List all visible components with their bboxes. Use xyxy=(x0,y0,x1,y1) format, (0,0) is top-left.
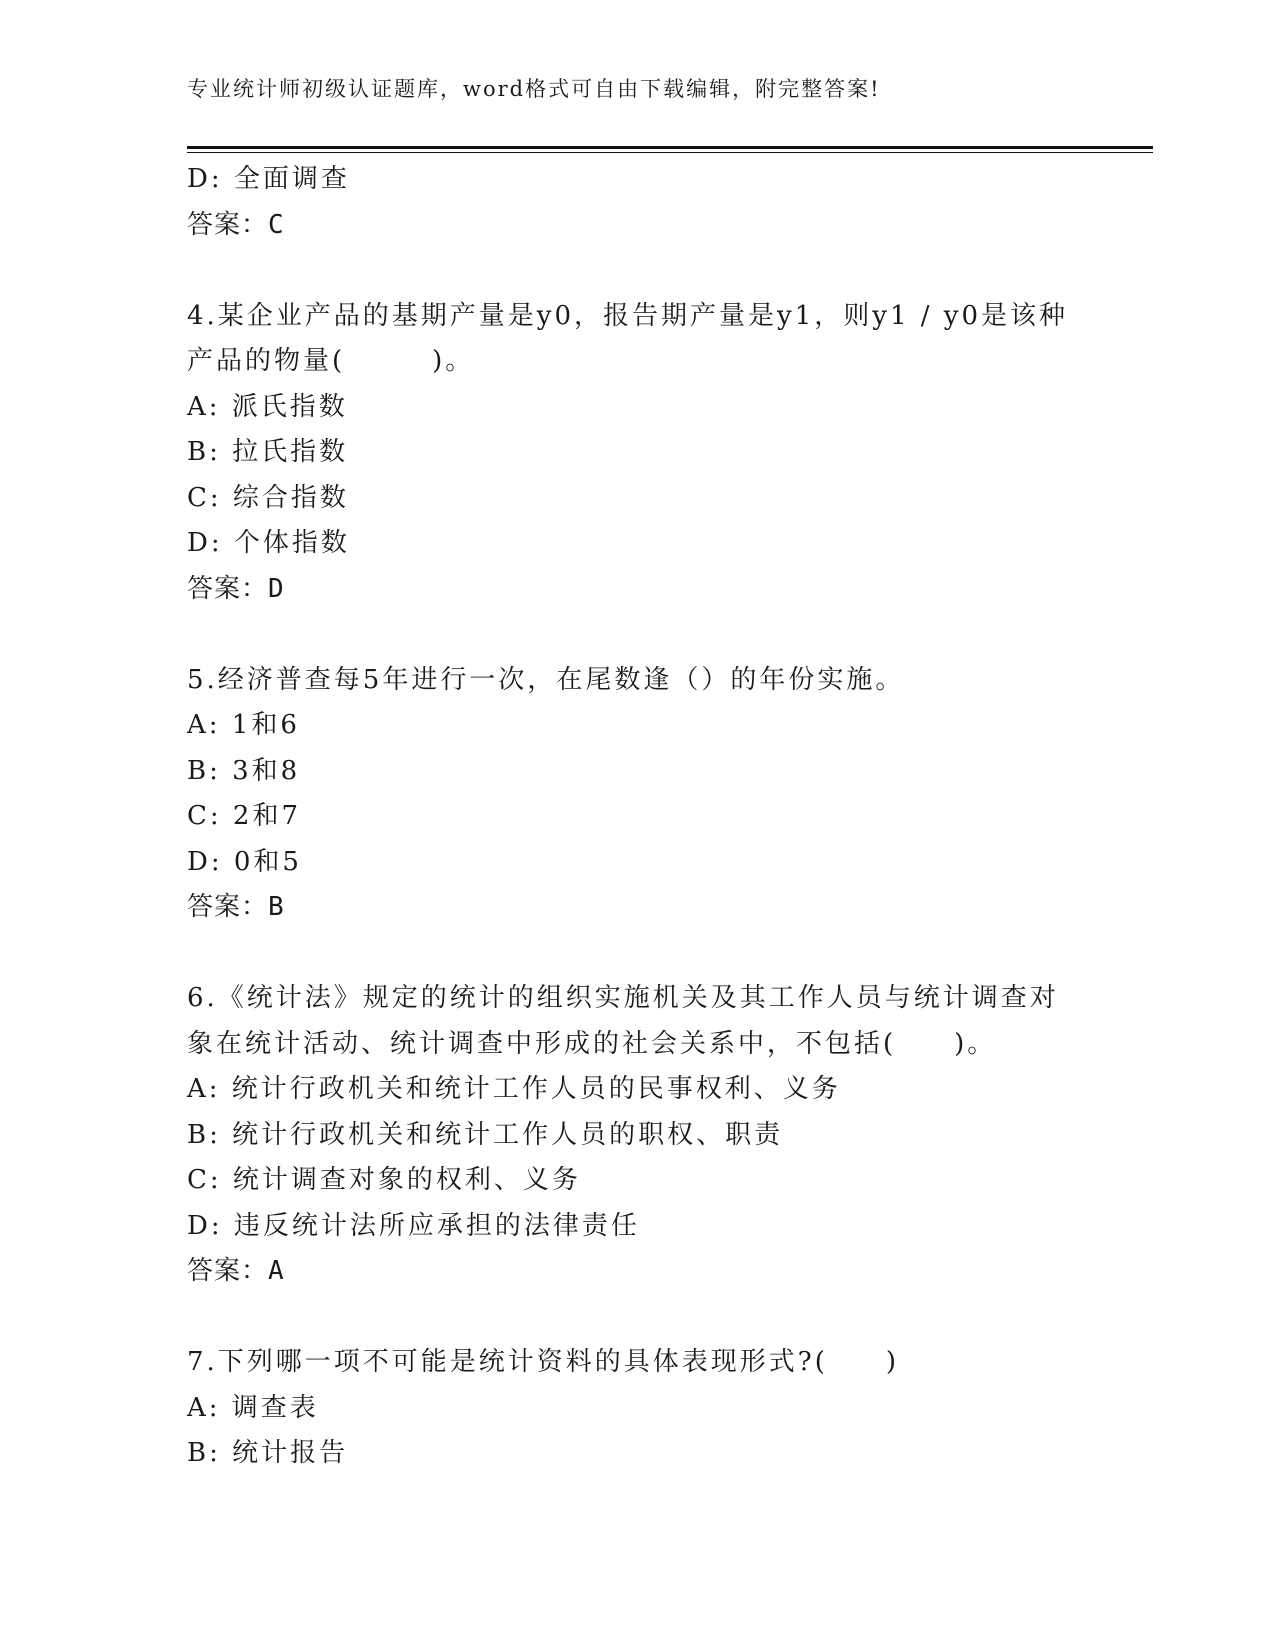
q4-option-b: B: 拉氏指数 xyxy=(187,437,349,467)
q4-answer xyxy=(187,567,1087,613)
q6-option-c: C: 统计调查对象的权利、义务 xyxy=(187,1165,581,1195)
answer-label: 答案： xyxy=(187,1256,269,1286)
answer-value: C xyxy=(268,209,285,240)
page-header: 专业统计师初级认证题库，word格式可自由下载编辑，附完整答案! xyxy=(187,77,881,101)
q5-option-c: C: 2和7 xyxy=(187,801,302,831)
q6-stem-line1: 6.《统计法》规定的统计的组织实施机关及其工作人员与统计调查对 xyxy=(187,983,1059,1013)
q5-option-a: A: 1和6 xyxy=(187,710,300,740)
answer-value: D xyxy=(268,573,285,604)
q5-stem-line1: 5.经济普查每5年进行一次，在尾数逢（）的年份实施。 xyxy=(187,664,905,695)
q6-option-b: B: 统计行政机关和统计工作人员的职权、职责 xyxy=(187,1119,784,1150)
spacer xyxy=(187,1295,1087,1341)
answer-label: 答案： xyxy=(187,573,269,604)
spacer xyxy=(187,612,1087,658)
q4-option-c: C: 综合指数 xyxy=(187,482,349,513)
q3-answer xyxy=(187,203,1087,249)
q6-option-a: A: 统计行政机关和统计工作人员的民事权利、义务 xyxy=(187,1074,841,1104)
answer-label: 答案： xyxy=(187,892,269,922)
q5-option-d: D: 0和5 xyxy=(187,846,302,877)
q4-stem-line2: 产品的物量( )。 xyxy=(187,346,475,376)
q7-stem-line1: 7.下列哪一项不可能是统计资料的具体表现形式?( ) xyxy=(187,1347,900,1377)
header-rule-thick xyxy=(187,146,1153,149)
q6-stem-line2: 象在统计活动、统计调查中形成的社会关系中，不包括( )。 xyxy=(187,1028,997,1059)
answer-label: 答案： xyxy=(187,209,269,240)
q5-answer xyxy=(187,885,1087,931)
answer-value: B xyxy=(268,892,285,922)
q4-option-d: D: 个体指数 xyxy=(187,528,350,558)
spacer xyxy=(187,931,1087,977)
header-rule-thin xyxy=(187,152,1153,153)
q6-option-d: D: 违反统计法所应承担的法律责任 xyxy=(187,1210,640,1241)
q4-stem-line1: 4.某企业产品的基期产量是y0，报告期产量是y1，则y1 / y0是该种 xyxy=(187,300,1069,331)
q3-option-d: D: 全面调查 xyxy=(187,164,350,194)
q4-option-a: A: 派氏指数 xyxy=(187,391,348,422)
question-content xyxy=(187,157,1087,1477)
q7-option-b: B: 统计报告 xyxy=(187,1438,349,1468)
q6-answer xyxy=(187,1249,1087,1295)
spacer xyxy=(187,248,1087,294)
answer-value: A xyxy=(268,1256,285,1286)
q7-option-a: A: 调查表 xyxy=(187,1392,319,1423)
q5-option-b: B: 3和8 xyxy=(187,755,301,786)
